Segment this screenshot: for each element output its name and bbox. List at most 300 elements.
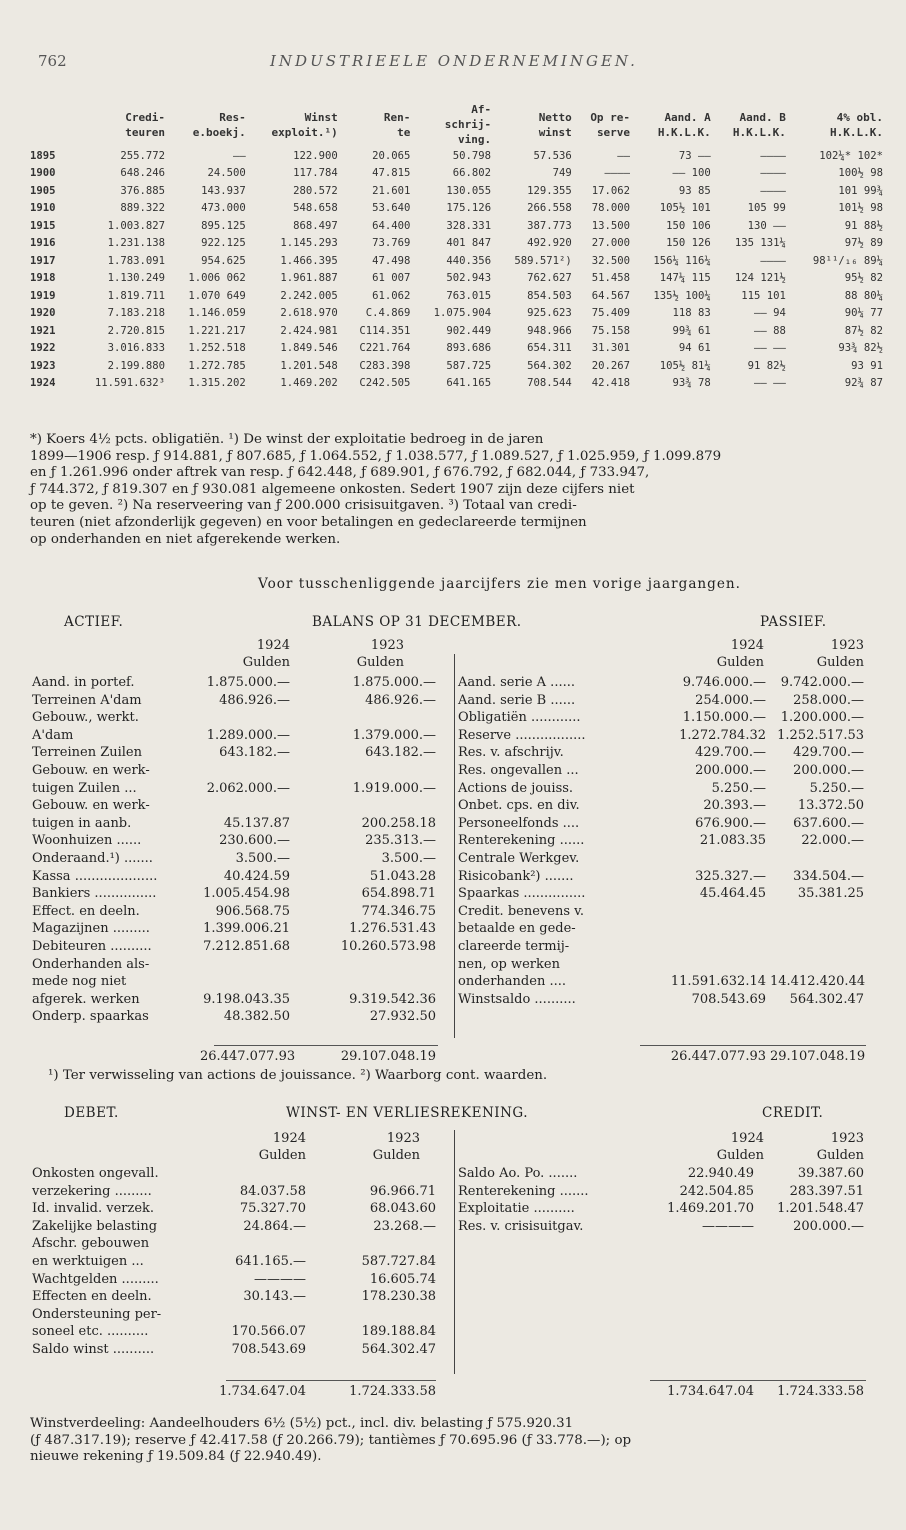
history-cell: ————	[760, 149, 786, 162]
history-cell: 564.302	[527, 359, 572, 372]
history-cell: 20.065	[372, 149, 411, 162]
history-cell: 129.355	[527, 184, 572, 197]
passief-total-1923: 29.107.048.19	[770, 1049, 866, 1064]
history-cell: 255.772	[120, 149, 165, 162]
passief-row	[0, 974, 906, 990]
history-cell: 589.571²)	[514, 254, 572, 267]
footnote-line: *) Koers 4½ pcts. obligatiën. ¹) De winst der exploitatie bedroeg in de jaren	[30, 432, 544, 447]
passief-row	[0, 675, 906, 691]
passief-label: Spaarkas ...............	[458, 886, 586, 902]
history-cell: 66.802	[452, 167, 492, 180]
credit-row	[0, 1184, 906, 1200]
history-cell: 1.849.546	[280, 342, 338, 355]
debet-total-rule	[226, 1380, 436, 1381]
passief-value-1924: 429.700.—	[695, 745, 766, 761]
history-row	[30, 357, 886, 375]
debet-value-1924: ————	[254, 1271, 306, 1287]
actief-value-1923: 1.276.531.43	[349, 921, 436, 937]
history-cell: 90¼ 77	[844, 307, 883, 320]
credit-value-1924: 22.940.49	[687, 1166, 754, 1181]
debet-title: DEBET.	[64, 1105, 119, 1121]
actief-label: Magazijnen .........	[32, 921, 150, 937]
passief-value-1924: 45.464.45	[699, 886, 766, 902]
credit-value-1923: 39.387.60	[797, 1166, 864, 1181]
history-col-head: Res- e.boekj.	[192, 110, 246, 139]
passief-label: Winstsaldo ..........	[458, 991, 576, 1007]
history-year: 1919	[30, 289, 56, 302]
passief-value-1924: 11.591.632.14	[670, 974, 766, 990]
passief-label: Res. v. afschrijv.	[458, 745, 564, 761]
passief-value-1924: 254.000.—	[695, 692, 766, 708]
balans-passief-unit-a: Gulden	[716, 655, 764, 670]
wv-credit-unit-b: Gulden	[816, 1148, 864, 1163]
debet-total-1924: 1.734.647.04	[219, 1384, 306, 1399]
debet-value-1924: 75.327.70	[239, 1201, 306, 1217]
history-cell: 101 99¾	[838, 184, 883, 197]
wv-title: WINST- EN VERLIESREKENING.	[286, 1105, 529, 1121]
history-row	[30, 305, 886, 323]
history-cell: 93 85	[678, 184, 711, 197]
history-cell: 94 61	[678, 342, 711, 355]
history-year: 1900	[30, 167, 56, 180]
actief-label: Onderhanden als-	[32, 956, 150, 972]
debet-row	[0, 1236, 906, 1252]
previous-years-note: Voor tusschenliggende jaarcijfers zie men vorige jaargangen.	[258, 576, 741, 592]
history-year: 1916	[30, 237, 56, 250]
history-cell: 91 82½	[747, 359, 786, 372]
history-cell: 1.466.395	[280, 254, 338, 267]
history-cell: 143.937	[201, 184, 246, 197]
credit-label: Renterekening .......	[458, 1183, 589, 1199]
history-cell: 7.183.218	[107, 307, 165, 320]
history-cell: 57.536	[533, 149, 572, 162]
passief-label: Risicobank²) .......	[458, 868, 574, 884]
history-cell: 1.006 062	[188, 272, 246, 285]
history-cell: 105½ 101	[659, 202, 711, 215]
winstverdeeling-line: nieuwe rekening ƒ 19.509.84 (ƒ 22.940.49).	[30, 1449, 322, 1465]
history-cell: 13.500	[591, 219, 631, 232]
credit-total-1924: 1.734.647.04	[667, 1384, 754, 1399]
passief-value-1923: 637.600.—	[793, 815, 864, 831]
passief-value-1923: 200.000.—	[793, 763, 864, 778]
actief-label: Bankiers ...............	[32, 886, 157, 902]
history-cell: 1.961.887	[280, 272, 338, 285]
history-row	[30, 200, 886, 218]
passief-title: PASSIEF.	[760, 614, 827, 630]
history-row	[30, 182, 886, 200]
passief-value-1923: 1.200.000.—	[780, 710, 864, 726]
history-cell: 92¾ 87	[844, 377, 883, 390]
history-cell: 150 106	[666, 219, 711, 232]
credit-total-rule	[650, 1380, 866, 1381]
history-cell: 1.145.293	[280, 237, 338, 250]
actief-value-1924: 2.062.000.—	[206, 780, 290, 796]
history-cell: 93¾ 78	[672, 377, 711, 390]
footnote-line: op te geven. ²) Na reserveering van ƒ 200.000 crisisuitgaven. ³) Totaal van credi-	[30, 498, 577, 514]
history-cell: 91 88½	[844, 219, 883, 232]
history-col-head: Op re- serve	[590, 110, 631, 139]
debet-row	[0, 1272, 906, 1288]
history-cell: 902.449	[446, 324, 492, 337]
passief-label: Onbet. cps. en div.	[458, 798, 580, 814]
history-cell: 95½ 82	[844, 272, 883, 285]
actief-value-1923: 27.932.50	[369, 1009, 436, 1025]
history-cell: 548.658	[293, 202, 338, 215]
history-row	[30, 340, 886, 358]
history-cell: —— ——	[754, 342, 786, 355]
passief-value-1923: 22.000.—	[801, 833, 864, 849]
actief-label: afgerek. werken	[32, 991, 140, 1007]
history-row	[30, 217, 886, 235]
history-cell: 150 126	[666, 237, 711, 250]
credit-row	[0, 1219, 906, 1235]
winstverdeeling-line: (ƒ 487.317.19); reserve ƒ 42.417.58 (ƒ 20.266.79); tantièmes ƒ 70.695.96 (ƒ 33.778.—); op	[30, 1432, 632, 1448]
passief-value-1923: 9.742.000.—	[780, 675, 864, 690]
history-col-head: Aand. B H.K.L.K.	[732, 110, 786, 139]
passief-value-1923: 13.372.50	[797, 798, 864, 814]
credit-total-1923: 1.724.333.58	[777, 1384, 864, 1399]
wv-debet-unit-a: Gulden	[258, 1148, 306, 1163]
actief-label: Gebouw. en werk-	[32, 763, 150, 778]
passief-value-1924: 21.083.35	[699, 833, 766, 849]
balans-actief-unit-b: Gulden	[356, 655, 404, 670]
passief-value-1924: 708.543.69	[691, 991, 766, 1007]
history-cell: —— 94	[754, 307, 786, 320]
debet-label: en werktuigen ...	[32, 1254, 144, 1269]
passief-value-1924: 1.272.784.32	[679, 727, 766, 743]
history-cell: 47.815	[372, 167, 411, 180]
history-cell: 50.798	[452, 149, 492, 162]
history-cell: ————	[760, 167, 786, 180]
history-cell: —— 88	[754, 324, 786, 337]
history-header-row	[30, 102, 886, 147]
history-cell: 376.885	[120, 184, 165, 197]
balans-actief-unit-a: Gulden	[242, 655, 290, 670]
history-cell: 1.252.518	[188, 342, 246, 355]
passief-value-1923: 14.412.420.44	[770, 974, 866, 990]
passief-row	[0, 728, 906, 744]
history-cell: 1.003.827	[107, 219, 165, 232]
actief-label: Debiteuren ..........	[32, 939, 152, 954]
passief-row	[0, 745, 906, 761]
passief-value-1923: 429.700.—	[793, 745, 864, 761]
credit-value-1924: 1.469.201.70	[667, 1201, 754, 1217]
passief-label: Aand. serie A ......	[458, 675, 575, 690]
passief-row	[0, 833, 906, 849]
actief-value-1924: 9.198.043.35	[203, 991, 290, 1007]
history-year: 1915	[30, 219, 56, 232]
debet-row	[0, 1342, 906, 1358]
balans-title: BALANS OP 31 DECEMBER.	[312, 614, 522, 630]
history-row	[30, 270, 886, 288]
footnote-line: ƒ 744.372, ƒ 819.307 en ƒ 930.081 algemeene onkosten. Sedert 1907 zijn deze cijfers niet	[30, 481, 635, 497]
history-footnotes	[30, 432, 882, 548]
history-cell: 100½ 98	[838, 167, 883, 180]
debet-value-1924: 641.165.—	[235, 1254, 306, 1269]
balans-actief-year-a: 1924	[256, 638, 290, 653]
history-cell: 492.920	[527, 237, 572, 250]
actief-value-1924: 48.382.50	[223, 1009, 290, 1025]
running-title: INDUSTRIEELE ONDERNEMINGEN.	[270, 52, 638, 70]
history-cell: 61.062	[372, 289, 411, 302]
history-cell: 1.201.548	[280, 359, 338, 372]
history-cell: 47.498	[372, 254, 411, 267]
passief-row	[0, 816, 906, 832]
passief-value-1924: 9.746.000.—	[682, 675, 766, 690]
passief-row	[0, 781, 906, 797]
passief-row	[0, 939, 906, 955]
wv-debet-unit-b: Gulden	[372, 1148, 420, 1163]
history-cell: 53.640	[372, 202, 411, 215]
history-cell: 64.567	[591, 289, 631, 302]
debet-label: Zakelijke belasting	[32, 1218, 158, 1234]
history-row	[30, 375, 886, 393]
history-cell: 147¼ 115	[659, 272, 711, 285]
history-cell: 948.966	[527, 324, 572, 337]
actief-title: ACTIEF.	[64, 614, 124, 630]
passief-row	[0, 851, 906, 867]
actief-label: Terreinen Zuilen	[32, 745, 142, 761]
history-cell: 124 121½	[734, 272, 786, 285]
history-cell: 1.146.059	[188, 307, 246, 320]
passief-label: onderhanden ....	[458, 974, 566, 990]
history-cell: 328.331	[446, 219, 492, 232]
debet-value-1923: 587.727.84	[361, 1254, 436, 1269]
actief-value-1923: 51.043.28	[369, 868, 436, 884]
history-cell: 266.558	[527, 202, 572, 215]
history-cell: 2.242.005	[280, 289, 338, 302]
passief-label: betaalde en gede-	[458, 921, 576, 937]
actief-value-1924: 230.600.—	[219, 833, 290, 849]
history-year: 1923	[30, 359, 56, 372]
actief-value-1923: 1.379.000.—	[352, 727, 436, 743]
history-year: 1920	[30, 307, 56, 320]
actief-value-1923: 643.182.—	[365, 745, 436, 761]
credit-value-1923: 1.201.548.47	[777, 1201, 864, 1217]
passief-value-1924: 676.900.—	[695, 815, 766, 831]
history-cell: 868.497	[293, 219, 338, 232]
history-year: 1924	[30, 377, 56, 390]
wv-debet-year-a: 1924	[272, 1131, 306, 1146]
history-cell: 122.900	[293, 149, 338, 162]
history-cell: 42.418	[591, 377, 631, 390]
history-cell: 105 99	[747, 202, 786, 215]
history-cell: 3.016.833	[107, 342, 165, 355]
history-cell: 654.311	[527, 342, 572, 355]
history-col-head: Af- schrij- ving.	[444, 103, 492, 146]
passief-total-rule	[640, 1045, 866, 1046]
history-col-head: Aand. A H.K.L.K.	[657, 110, 711, 139]
balans-passief-year-b: 1923	[830, 638, 864, 653]
passief-label: Credit. benevens v.	[458, 903, 585, 919]
history-cell: 27.000	[591, 237, 631, 250]
history-cell: 175.126	[446, 202, 492, 215]
history-cell: 922.125	[201, 237, 246, 250]
history-cell: 762.627	[527, 272, 572, 285]
history-cell: 1.315.202	[188, 377, 246, 390]
passief-label: Renterekening ......	[458, 833, 585, 849]
history-cell: 24.500	[207, 167, 246, 180]
history-cell: 73 ——	[678, 149, 711, 162]
debet-value-1924: 84.037.58	[239, 1183, 306, 1199]
passief-total-1924: 26.447.077.93	[670, 1049, 766, 1064]
history-cell: 156¼ 116¼	[653, 254, 711, 267]
history-cell: 115 101	[741, 289, 786, 302]
credit-label: Res. v. crisisuitgav.	[458, 1218, 584, 1234]
history-year: 1922	[30, 342, 56, 355]
wv-credit-year-b: 1923	[830, 1131, 864, 1146]
credit-value-1923: 200.000.—	[793, 1218, 864, 1234]
history-cell: ————	[760, 254, 786, 267]
history-cell: 88 80¼	[844, 289, 883, 302]
history-cell: 2.199.880	[107, 359, 165, 372]
wv-credit-unit-a: Gulden	[716, 1148, 764, 1163]
passief-label: Aand. serie B ......	[458, 692, 576, 708]
history-cell: 73.769	[372, 237, 411, 250]
history-cell: 102¼* 102*	[819, 149, 883, 162]
actief-label: Aand. in portef.	[32, 675, 135, 690]
credit-value-1924: 242.504.85	[679, 1183, 754, 1199]
credit-row	[0, 1166, 906, 1182]
history-cell: 1.272.785	[188, 359, 246, 372]
page-header	[38, 52, 876, 74]
passief-label: Personeelfonds ....	[458, 815, 580, 831]
history-cell: 440.356	[446, 254, 492, 267]
credit-value-1923: 283.397.51	[789, 1183, 864, 1199]
actief-label: Onderaand.¹) .......	[32, 851, 153, 866]
passief-value-1923: 564.302.47	[789, 991, 864, 1007]
history-row	[30, 165, 886, 183]
history-col-head: Ren- te	[383, 110, 411, 139]
debet-value-1924: 708.543.69	[231, 1342, 306, 1357]
actief-label: tuigen Zuilen ...	[32, 780, 137, 796]
history-cell: 135 131¼	[734, 237, 786, 250]
actief-total-rule	[214, 1045, 438, 1046]
debet-value-1924: 30.143.—	[243, 1289, 306, 1305]
actief-value-1923: 486.926.—	[365, 692, 436, 708]
history-year: 1921	[30, 324, 56, 337]
history-cell: 648.246	[120, 167, 165, 180]
history-cell: 87½ 82	[844, 324, 883, 337]
debet-total-1923: 1.724.333.58	[349, 1384, 436, 1399]
footnote-line: teuren (niet afzonderlijk gegeven) en voor betalingen en gedeclareerde termijnen	[30, 514, 587, 530]
history-year: 1918	[30, 272, 56, 285]
history-cell: 893.686	[446, 342, 492, 355]
debet-value-1923: 68.043.60	[369, 1201, 436, 1217]
passief-row	[0, 921, 906, 937]
debet-label: Effecten en deeln.	[32, 1289, 152, 1305]
passief-label: Res. ongevallen ...	[458, 763, 579, 778]
history-cell: 1.231.138	[107, 237, 165, 250]
history-cell: 75.158	[591, 324, 631, 337]
history-cell: 1.221.217	[188, 324, 246, 337]
history-col-head: Winst exploit.¹)	[271, 110, 338, 139]
passief-value-1924: 200.000.—	[695, 763, 766, 778]
actief-value-1924: 643.182.—	[219, 745, 290, 761]
debet-label: Saldo winst ..........	[32, 1342, 155, 1357]
passief-label: Reserve .................	[458, 727, 586, 743]
passief-label: clareerde termij-	[458, 939, 570, 954]
wv-debet-year-b: 1923	[386, 1131, 420, 1146]
actief-value-1923: 9.319.542.36	[349, 991, 436, 1007]
history-cell: 51.458	[591, 272, 631, 285]
history-cell: 587.725	[446, 359, 492, 372]
history-cell: 61 007	[372, 272, 411, 285]
actief-value-1924: 7.212.851.68	[203, 939, 290, 954]
history-year: 1917	[30, 254, 56, 267]
history-cell: 763.015	[446, 289, 492, 302]
passief-row	[0, 693, 906, 709]
history-year: 1910	[30, 202, 56, 215]
passief-row	[0, 886, 906, 902]
debet-value-1923: 189.188.84	[361, 1324, 436, 1340]
history-cell: 889.322	[120, 202, 165, 215]
debet-value-1923: 564.302.47	[361, 1342, 436, 1357]
debet-label: Wachtgelden .........	[32, 1271, 159, 1287]
footnote-line: op onderhanden en niet afgerekende werken.	[30, 531, 341, 547]
history-cell: C221.764	[359, 342, 411, 355]
history-cell: 130.055	[446, 184, 492, 197]
history-col-head: Credi- teuren	[125, 110, 165, 139]
credit-value-1924: ————	[702, 1218, 754, 1234]
history-cell: 1.783.091	[107, 254, 165, 267]
debet-value-1923: 178.230.38	[361, 1289, 436, 1305]
balans-passief-year-a: 1924	[730, 638, 764, 653]
passief-label: Obligatiën ............	[458, 710, 581, 726]
actief-total-1924: 26.447.077.93	[200, 1049, 296, 1064]
history-cell: 1.469.202	[280, 377, 338, 390]
actief-value-1923: 654.898.71	[361, 886, 436, 902]
passief-label: nen, op werken	[458, 956, 560, 972]
history-row	[30, 147, 886, 165]
history-cell: 64.400	[372, 219, 411, 232]
passief-row	[0, 957, 906, 973]
actief-value-1923: 1.919.000.—	[352, 780, 436, 796]
history-cell: 99¾ 61	[672, 324, 711, 337]
history-cell: 11.591.632³	[94, 377, 165, 390]
actief-label: A'dam	[32, 727, 74, 743]
history-cell: ————	[760, 184, 786, 197]
history-cell: 1.130.249	[107, 272, 165, 285]
history-cell: 32.500	[591, 254, 631, 267]
credit-title: CREDIT.	[762, 1105, 824, 1121]
actief-label: tuigen in aanb.	[32, 815, 132, 831]
passief-value-1924: 325.327.—	[695, 868, 766, 884]
history-cell: 641.165	[446, 377, 492, 390]
history-cell: 135½ 100¼	[653, 289, 711, 302]
actief-value-1924: 906.568.75	[215, 903, 290, 919]
actief-value-1924: 1.005.454.98	[203, 886, 290, 902]
history-cell: 98¹¹/₁₆ 89¼	[812, 254, 883, 267]
history-cell: 101½ 98	[838, 202, 883, 215]
passief-row	[0, 869, 906, 885]
passief-value-1924: 5.250.—	[711, 780, 766, 796]
passief-row	[0, 798, 906, 814]
credit-row	[0, 1201, 906, 1217]
actief-label: Gebouw. en werk-	[32, 798, 150, 814]
history-row	[30, 235, 886, 253]
debet-label: Onkosten ongevall.	[32, 1166, 159, 1181]
history-cell: 401 847	[446, 237, 492, 250]
history-cell: 280.572	[293, 184, 338, 197]
actief-row	[0, 1009, 906, 1025]
debet-value-1923: 23.268.—	[373, 1218, 436, 1234]
history-cell: 1.819.711	[107, 289, 165, 302]
history-cell: 117.784	[293, 167, 338, 180]
passief-row	[0, 710, 906, 726]
wv-credit-year-a: 1924	[730, 1131, 764, 1146]
actief-value-1924: 40.424.59	[223, 868, 290, 884]
